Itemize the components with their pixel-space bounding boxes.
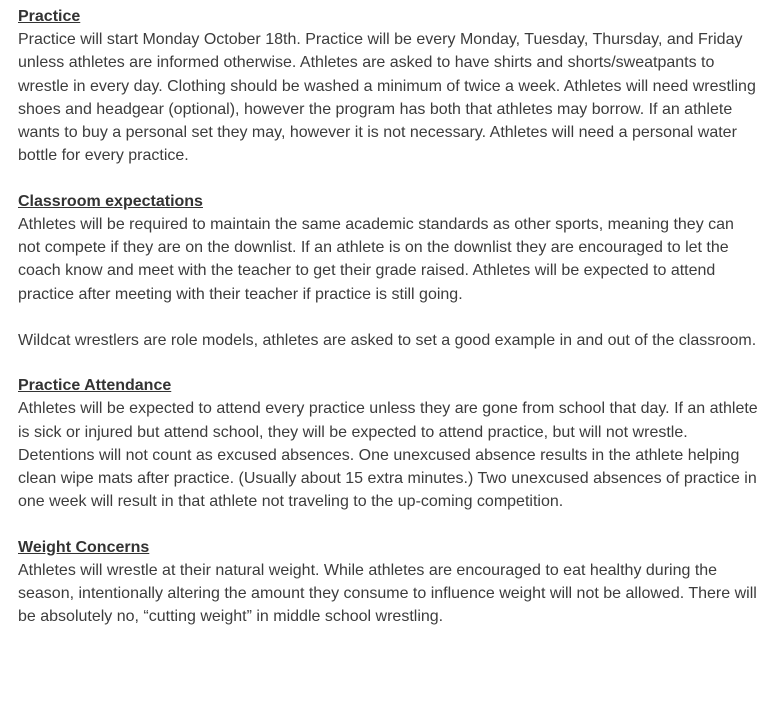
section-spacer <box>18 352 758 375</box>
section-spacer <box>18 514 758 537</box>
practice-attendance-paragraph: Athletes will be expected to attend every practice unless they are gone from school that day. If an athlete is sick or injured but attend school, they will be expected to attend practice, but will not wrestle. Detentions will not count as excused absences. One unexcused absence results in the athlete helping clean wipe mats after practice. (Usually about 15 extra minutes.) Two unexcused absences of practice in one week will result in that athlete not traveling to the up-coming competition. <box>18 400 758 511</box>
section-weight-concerns <box>18 537 758 629</box>
section-practice-attendance <box>18 375 758 513</box>
section-heading-classroom-expectations: Classroom expectations <box>18 192 203 210</box>
role-models-paragraph: Wildcat wrestlers are role models, athletes are asked to set a good example in and out of the classroom. <box>18 331 757 349</box>
section-practice <box>18 6 758 168</box>
section-heading-weight-concerns: Weight Concerns <box>18 538 150 556</box>
section-classroom-expectations <box>18 191 758 352</box>
practice-paragraph: Practice will start Monday October 18th. Practice will be every Monday, Tuesday, Thursday, and Friday unless athletes are informed otherwise. Athletes are asked to have shirts and shorts/sweatpants to wrestle in every day. Clothing should be washed a minimum of twice a week. Athletes will need wrestling shoes and headgear (optional), however the program has both that athletes may borrow. If an athlete wants to buy a personal set they may, however it is not necessary. Athletes will need a personal water bottle for every practice. <box>18 31 756 165</box>
section-heading-practice-attendance: Practice Attendance <box>18 377 172 395</box>
section-heading-practice: Practice <box>18 8 81 25</box>
weight-concerns-paragraph: Athletes will wrestle at their natural weight. While athletes are encouraged to eat healthy during the season, intentionally altering the amount they consume to influence weight will not be allowed. There will be absolutely no, “cutting weight” in middle school wrestling. <box>18 561 757 626</box>
section-spacer <box>18 168 758 191</box>
classroom-expectations-paragraph: Athletes will be required to maintain the same academic standards as other sports, meaning they can not compete if they are on the downlist. If an athlete is on the downlist they are encouraged to let the coach know and meet with the teacher to get their grade raised. Athletes will be expected to attend practice after meeting with their teacher if practice is still going. <box>18 215 734 303</box>
document-body <box>18 6 758 629</box>
paragraph-spacer <box>18 306 758 329</box>
